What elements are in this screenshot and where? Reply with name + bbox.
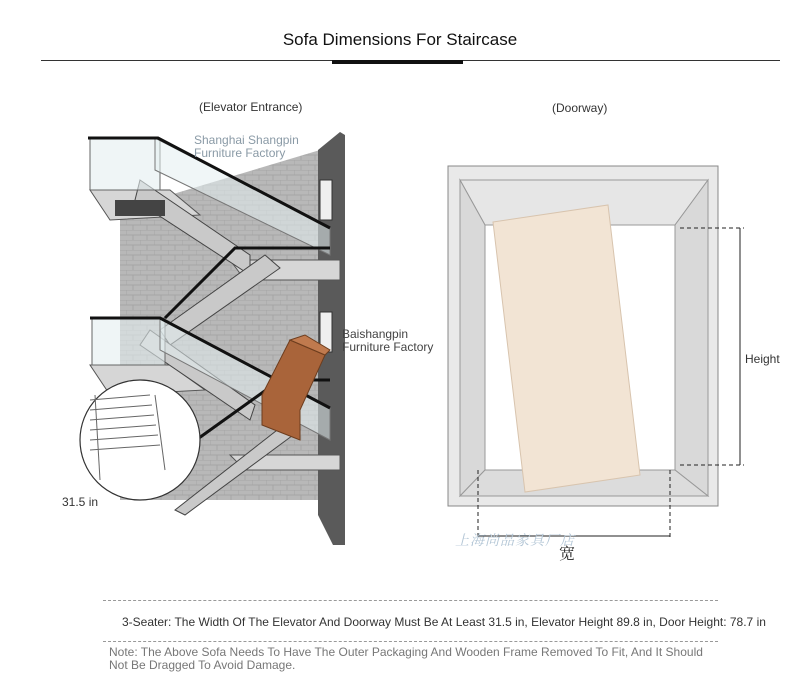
- glass-railing: [90, 138, 160, 190]
- size-requirement: 3-Seater: The Width Of The Elevator And Doorway Must Be At Least 31.5 in, Elevator Height 89.8 in, Door Height: 78.7 in: [122, 615, 766, 629]
- doorway-caption: (Doorway): [552, 101, 608, 115]
- height-label: Height: [745, 352, 780, 366]
- door-right-inner: [675, 180, 708, 496]
- watermark-chinese: 上海尚品家具厂店: [455, 532, 575, 548]
- handling-note: Note: The Above Sofa Needs To Have The Outer Packaging And Wooden Frame Removed To Fit, And It Should Not Be Dragged To Avoid Damage.: [109, 645, 703, 672]
- watermark-top-line1: Shanghai Shangpin: [194, 133, 299, 147]
- divider-dashed: [103, 641, 718, 642]
- divider-dashed: [103, 600, 718, 601]
- watermark-mid-line1: Baishangpin: [342, 327, 409, 341]
- elevator-door: [115, 200, 165, 216]
- watermark-top-line2: Furniture Factory: [194, 146, 286, 160]
- door-left-inner: [460, 180, 485, 496]
- page-title: Sofa Dimensions For Staircase: [282, 30, 518, 49]
- stair-width-label: 31.5 in: [62, 495, 99, 509]
- width-label: 宽: [559, 546, 576, 563]
- watermark-mid-line2: Furniture Factory: [342, 340, 434, 354]
- doorway-illustration: [448, 166, 744, 540]
- glass-railing: [92, 318, 165, 365]
- elevator-caption: (Elevator Entrance): [199, 100, 303, 114]
- window-upper: [320, 180, 332, 220]
